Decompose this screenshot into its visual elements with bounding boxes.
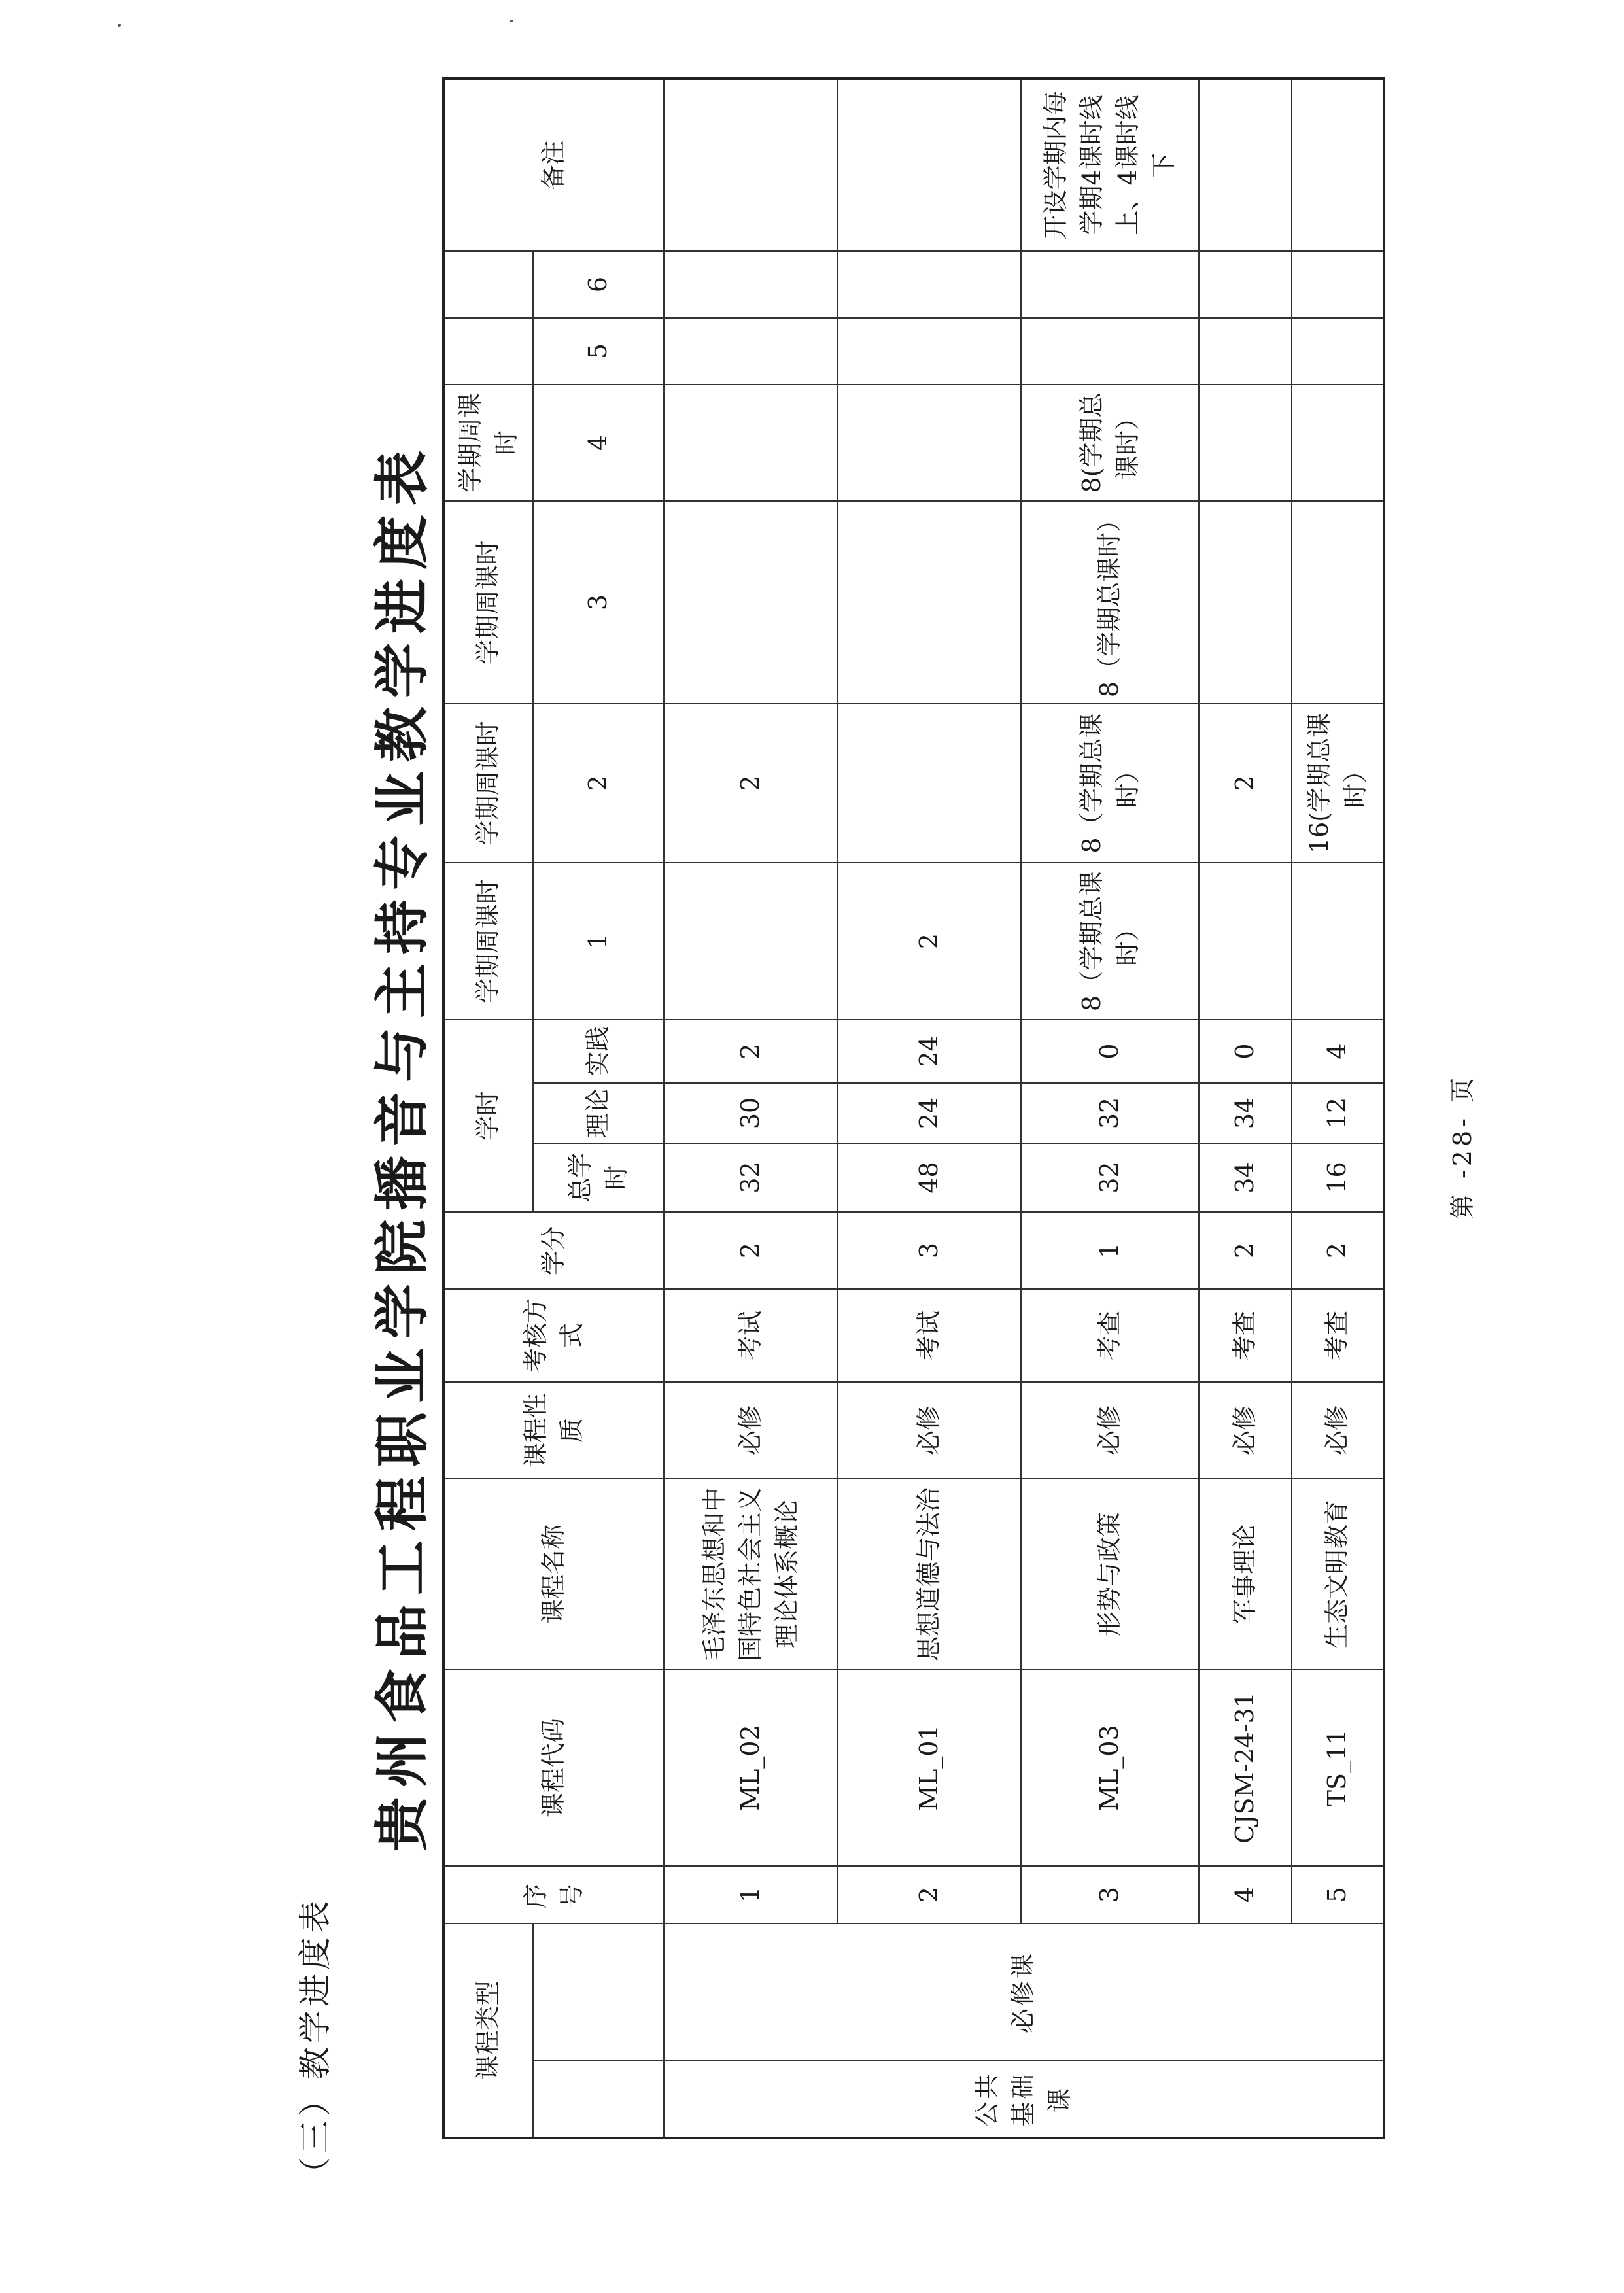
- header-practice: 实践: [533, 1020, 664, 1083]
- cell-note: [1199, 78, 1292, 251]
- cell-note: [1292, 78, 1384, 251]
- header-sem1: 学期周课时: [443, 863, 533, 1020]
- cell-seq: 3: [1021, 1866, 1199, 1923]
- cell-sem6: [1021, 251, 1199, 318]
- header-sem4: 学期周课时: [443, 385, 533, 501]
- cell-name: 形势与政策: [1021, 1479, 1199, 1670]
- cell-nature: 必修: [838, 1382, 1021, 1479]
- cell-sem6: [1292, 251, 1384, 318]
- cell-code: ML_02: [664, 1670, 838, 1866]
- cell-name: 军事理论: [1199, 1479, 1292, 1670]
- cell-theory: 12: [1292, 1083, 1384, 1143]
- header-sem1-num: 1: [533, 863, 664, 1020]
- cell-note: 开设学期内每学期4课时线上、4课时线下: [1021, 78, 1199, 251]
- header-sem4-num: 4: [533, 385, 664, 501]
- table-row: [664, 78, 838, 2138]
- cell-exam: 考查: [1021, 1289, 1199, 1382]
- header-sem3-num: 3: [533, 501, 664, 704]
- cell-theory: 30: [664, 1083, 838, 1143]
- cell-sem1: 2: [838, 863, 1021, 1020]
- table-row: [1292, 78, 1384, 2138]
- cell-practice: 4: [1292, 1020, 1384, 1083]
- cell-exam: 考试: [838, 1289, 1021, 1382]
- header-name: 课程名称: [443, 1479, 664, 1670]
- cell-nature: 必修: [1021, 1382, 1199, 1479]
- cell-credit: 2: [1292, 1212, 1384, 1289]
- header-course-type: 课程类型: [443, 1923, 533, 2138]
- header-sem6-num: 6: [533, 251, 664, 318]
- cell-sem2: 2: [664, 704, 838, 863]
- course-group-label: 公共基础课: [664, 2061, 1384, 2138]
- cell-credit: 2: [1199, 1212, 1292, 1289]
- cell-exam: 考查: [1292, 1289, 1384, 1382]
- cell-sem4: [1199, 385, 1292, 501]
- cell-sem6: [664, 251, 838, 318]
- cell-sem2: [838, 704, 1021, 863]
- cell-sem3: [1199, 501, 1292, 704]
- header-sem3: 学期周课时: [443, 501, 533, 704]
- cell-note: [838, 78, 1021, 251]
- table-row: [1021, 78, 1199, 2138]
- cell-total: 32: [1021, 1143, 1199, 1212]
- cell-sem5: [1021, 318, 1199, 385]
- cell-sem4: [1292, 385, 1384, 501]
- cell-note: [664, 78, 838, 251]
- page-number: 第 -28- 页: [1448, 1073, 1477, 1220]
- cell-sem1: [1292, 863, 1384, 1020]
- cell-practice: 0: [1021, 1020, 1199, 1083]
- cell-sem6: [838, 251, 1021, 318]
- cell-code: CJSM-24-31: [1199, 1670, 1292, 1866]
- cell-credit: 3: [838, 1212, 1021, 1289]
- cell-total: 16: [1292, 1143, 1384, 1212]
- cell-sem6: [1199, 251, 1292, 318]
- cell-total: 48: [838, 1143, 1021, 1212]
- cell-theory: 34: [1199, 1083, 1292, 1143]
- cell-sem5: [1199, 318, 1292, 385]
- cell-sem1: [664, 863, 838, 1020]
- header-credit: 学分: [443, 1212, 664, 1289]
- header-nature: 课程性质: [443, 1382, 664, 1479]
- header-total-hours: 总学时: [533, 1143, 664, 1212]
- cell-sem3: 8（学期总课时）: [1021, 501, 1199, 704]
- cell-seq: 4: [1199, 1866, 1292, 1923]
- table-row: [1199, 78, 1292, 2138]
- cell-credit: 2: [664, 1212, 838, 1289]
- cell-seq: 2: [838, 1866, 1021, 1923]
- cell-sem5: [664, 318, 838, 385]
- cell-name: 毛泽东思想和中国特色社会主义理论体系概论: [664, 1479, 838, 1670]
- cell-credit: 1: [1021, 1212, 1199, 1289]
- cell-nature: 必修: [664, 1382, 838, 1479]
- cell-sem5: [838, 318, 1021, 385]
- header-sem2: 学期周课时: [443, 704, 533, 863]
- cell-sem3: [838, 501, 1021, 704]
- cell-nature: 必修: [1292, 1382, 1384, 1479]
- cell-sem3: [1292, 501, 1384, 704]
- header-exam: 考核方式: [443, 1289, 664, 1382]
- cell-practice: 24: [838, 1020, 1021, 1083]
- cell-practice: 0: [1199, 1020, 1292, 1083]
- header-notes: 备注: [443, 78, 664, 251]
- cell-sem4: [664, 385, 838, 501]
- cell-exam: 考试: [664, 1289, 838, 1382]
- cell-sem3: [664, 501, 838, 704]
- course-subgroup-label: 必修课: [664, 1923, 1384, 2061]
- cell-seq: 5: [1292, 1866, 1384, 1923]
- header-seq: 序号: [443, 1866, 664, 1923]
- cell-sem4: 8(学期总课时）: [1021, 385, 1199, 501]
- cell-sem1: 8（学期总课时）: [1021, 863, 1199, 1020]
- cell-exam: 考查: [1199, 1289, 1292, 1382]
- cell-practice: 2: [664, 1020, 838, 1083]
- cell-sem2: 16(学期总课时）: [1292, 704, 1384, 863]
- cell-total: 32: [664, 1143, 838, 1212]
- cell-code: ML_01: [838, 1670, 1021, 1866]
- section-heading: （三）教学进度表: [296, 1897, 334, 2190]
- cell-nature: 必修: [1199, 1382, 1292, 1479]
- cell-code: TS_11: [1292, 1670, 1384, 1866]
- cell-total: 34: [1199, 1143, 1292, 1212]
- header-hours: 学时: [443, 1020, 533, 1212]
- header-sem5-num: 5: [533, 318, 664, 385]
- cell-sem2: 2: [1199, 704, 1292, 863]
- header-sem2-num: 2: [533, 704, 664, 863]
- cell-code: ML_03: [1021, 1670, 1199, 1866]
- cell-name: 思想道德与法治: [838, 1479, 1021, 1670]
- cell-seq: 1: [664, 1866, 838, 1923]
- table-row: [838, 78, 1021, 2138]
- cell-sem2: 8（学期总课时）: [1021, 704, 1199, 863]
- cell-theory: 32: [1021, 1083, 1199, 1143]
- page-title: 贵州食品工程职业学院播音与主持专业教学进度表: [370, 441, 434, 1852]
- header-theory: 理论: [533, 1083, 664, 1143]
- cell-sem5: [1292, 318, 1384, 385]
- cell-sem4: [838, 385, 1021, 501]
- header-code: 课程代码: [443, 1670, 664, 1866]
- cell-name: 生态文明教育: [1292, 1479, 1384, 1670]
- cell-sem1: [1199, 863, 1292, 1020]
- cell-theory: 24: [838, 1083, 1021, 1143]
- teaching-progress-table: [442, 77, 1385, 2139]
